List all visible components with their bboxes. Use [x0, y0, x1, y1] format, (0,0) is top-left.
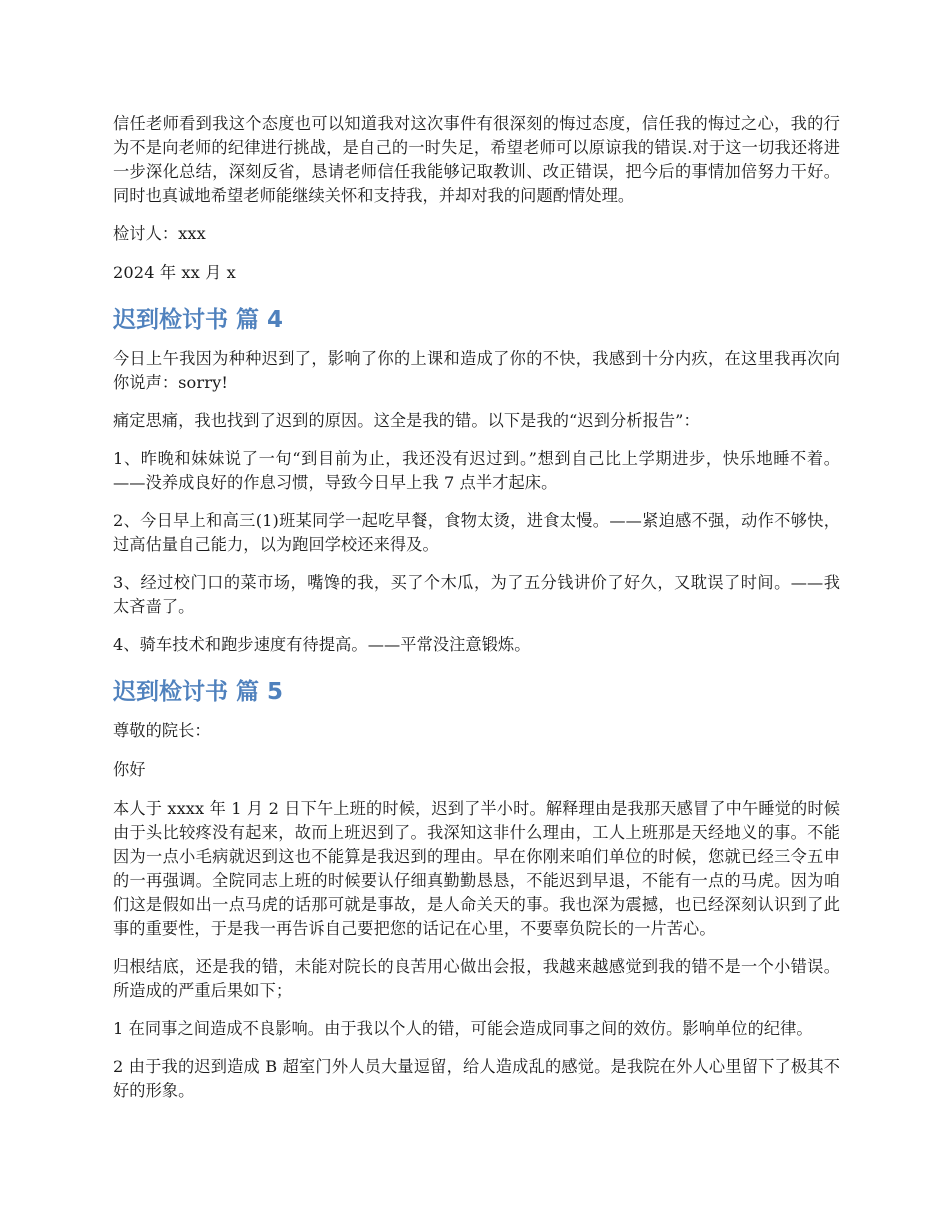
- paragraph-s4-item-3: 3、经过校门口的菜市场，嘴馋的我，买了个木瓜，为了五分钱讲价了好久，又耽误了时间。——我太吝啬了。: [113, 573, 840, 616]
- paragraph-s4-intro: 今日上午我因为种种迟到了，影响了你的上课和造成了你的不快，我感到十分内疚，在这里我再次向你说声：sorry!: [113, 349, 840, 392]
- section-heading-4: 迟到检讨书 篇 4: [113, 307, 284, 333]
- date-line: 2024 年 xx 月 x: [113, 263, 236, 282]
- paragraph-s4-item-4: 4、骑车技术和跑步速度有待提高。——平常没注意锻炼。: [113, 635, 531, 654]
- paragraph-s5-body: 本人于 xxxx 年 1 月 2 日下午上班的时候，迟到了半小时。解释理由是我那天感冒了中午睡觉的时候由于头比较疼没有起来，故而上班迟到了。我深知这非什么理由，工人上班那是天经地义的事。不能因为一点小毛病就迟到这也不能算是我迟到的理由。早在你刚来咱们单位的时候，您就已经三令五申的一再强调。全院同志上班的时候要认仔细真勤勤恳恳，不能迟到早退，不能有一点的马虎。因为咱们这是假如出一点马虎的话那可就是事故，是人命关天的事。我也深为震撼，也已经深刻认识到了此事的重要性，于是我一再告诉自己要把您的话记在心里，不要辜负院长的一片苦心。: [113, 799, 840, 938]
- signature-line: 检讨人：xxx: [113, 224, 206, 243]
- paragraph-s5-consequence-2: 2 由于我的迟到造成 B 超室门外人员大量逗留，给人造成乱的感觉。是我院在外人心里留下了极其不好的形象。: [113, 1057, 840, 1100]
- paragraph-s5-salutation: 尊敬的院长：: [113, 721, 211, 740]
- paragraph-s4-item-1: 1、昨晚和妹妹说了一句“到目前为止，我还没有迟过到。”想到自己比上学期进步，快乐地睡不着。——没养成良好的作息习惯，导致今日早上我 7 点半才起床。: [113, 449, 840, 492]
- document-body: [113, 112, 840, 1117]
- paragraph-s5-greeting: 你好: [113, 760, 146, 779]
- paragraph-apology-conclusion: 信任老师看到我这个态度也可以知道我对这次事件有很深刻的悔过态度，信任我的悔过之心，我的行为不是向老师的纪律进行挑战，是自己的一时失足，希望老师可以原谅我的错误.对于这一切我还将进一步深化总结，深刻反省，恳请老师信任我能够记取教训、改正错误，把今后的事情加倍努力干好。同时也真诚地希望老师能继续关怀和支持我，并却对我的问题酌情处理。: [113, 114, 840, 205]
- paragraph-s4-reason: 痛定思痛，我也找到了迟到的原因。这全是我的错。以下是我的“迟到分析报告”：: [113, 411, 700, 430]
- paragraph-s4-item-2: 2、今日早上和高三(1)班某同学一起吃早餐，食物太烫，进食太慢。——紧迫感不强，动作不够快，过高估量自己能力，以为跑回学校还来得及。: [113, 511, 840, 554]
- section-heading-5: 迟到检讨书 篇 5: [113, 679, 284, 705]
- paragraph-s5-consequence-intro: 归根结底，还是我的错，未能对院长的良苦用心做出会报，我越来越感觉到我的错不是一个小错误。所造成的严重后果如下；: [113, 957, 840, 1000]
- paragraph-s5-consequence-1: 1 在同事之间造成不良影响。由于我以个人的错，可能会造成同事之间的效仿。影响单位的纪律。: [113, 1019, 813, 1038]
